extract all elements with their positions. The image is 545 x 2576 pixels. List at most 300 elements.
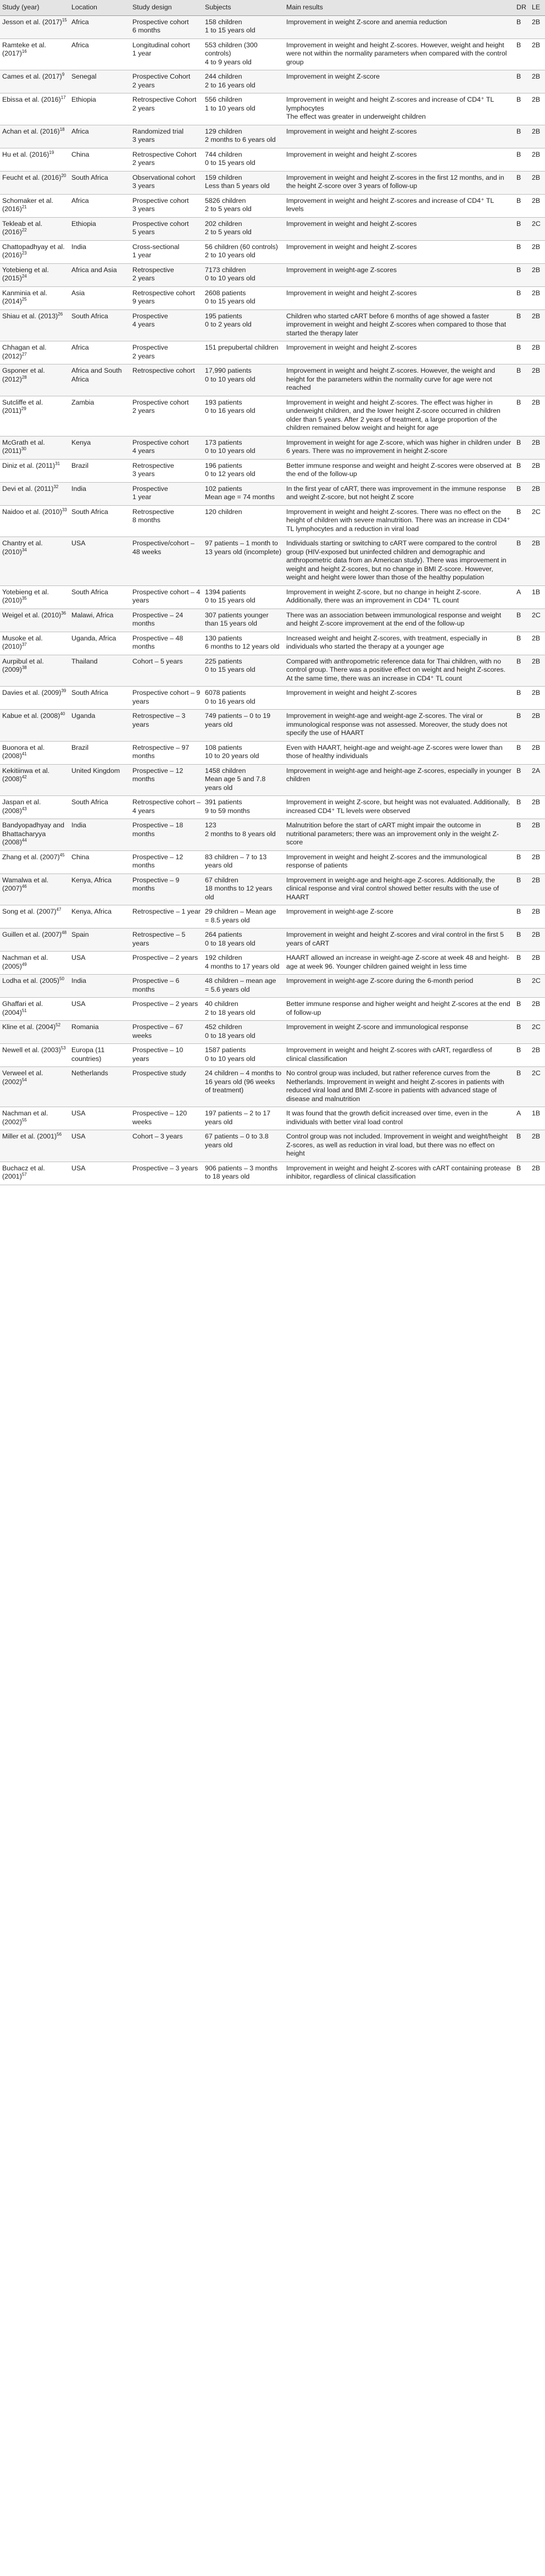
cell-results-text: Children who started cART before 6 months of age showed a faster improvement in weight and height Z-scores when compared to those that started the therapy later — [286, 312, 507, 337]
table-row — [0, 459, 545, 482]
cell-results — [284, 240, 514, 263]
citation-ref: 21 — [21, 204, 27, 209]
cell-dr — [514, 341, 530, 364]
cell-design — [130, 482, 203, 505]
cell-study — [0, 655, 69, 687]
cell-results — [284, 537, 514, 586]
cell-dr-text: B — [516, 127, 521, 135]
cell-le — [530, 632, 545, 655]
cell-design-text: Prospective 4 years — [132, 312, 168, 328]
cell-results-text: Improvement in weight and height Z-scores — [286, 150, 417, 158]
cell-design — [130, 217, 203, 240]
cell-dr — [514, 796, 530, 819]
cell-subjects-text: 193 patients 0 to 16 years old — [205, 398, 255, 414]
cell-design — [130, 819, 203, 851]
cell-study — [0, 286, 69, 309]
cell-le — [530, 436, 545, 459]
cell-location-text: Malawi, Africa — [71, 611, 114, 619]
table-row — [0, 505, 545, 537]
cell-results-text: In the first year of cART, there was improvement in the immune response and weight Z-score, but not height Z score — [286, 484, 506, 501]
cell-results — [284, 1021, 514, 1044]
cell-results-text: Individuals starting or switching to cART were compared to the control group (HIV-exposed but uninfected children and demographic and anthropometric data from an American study). There was improvement in weight and height Z-scores, but no change in BMI Z-score. However, weight and height were lower than those of the healthy population — [286, 539, 507, 581]
cell-results-text: Improvement in weight and height Z-scores — [286, 242, 417, 251]
cell-location-text: Asia — [71, 289, 85, 297]
cell-study-text: Aurpibul et al. (2009) — [2, 657, 44, 673]
citation-ref: 28 — [21, 374, 27, 380]
cell-study — [0, 70, 69, 93]
cell-subjects — [203, 710, 284, 742]
cell-le — [530, 850, 545, 874]
cell-subjects — [203, 632, 284, 655]
cell-le-text: 2B — [532, 908, 541, 915]
cell-le-text: 2B — [532, 127, 541, 135]
citation-ref: 17 — [60, 95, 66, 100]
cell-results-text: Improvement in weight-age and weight-age Z-scores. The viral or immunological response was not assessed. Moreover, the study does not specify the use of HAART — [286, 712, 508, 737]
cell-subjects — [203, 1044, 284, 1067]
citation-ref: 46 — [21, 883, 27, 889]
cell-design-text: Prospective – 24 months — [132, 611, 183, 627]
cell-le — [530, 505, 545, 537]
cell-location — [69, 364, 130, 396]
cell-design-text: Prospective cohort 5 years — [132, 219, 189, 236]
cell-subjects-text: 97 patients – 1 month to 13 years old (incomplete) — [205, 539, 282, 556]
cell-location — [69, 1021, 130, 1044]
cell-design-text: Retrospective – 1 year — [132, 908, 201, 915]
cell-results — [284, 874, 514, 905]
cell-design-text: Prospective cohort 2 years — [132, 398, 189, 414]
table-row — [0, 609, 545, 632]
cell-le — [530, 286, 545, 309]
cell-le-text: 2B — [532, 1164, 541, 1172]
citation-ref: 39 — [61, 688, 66, 693]
cell-design — [130, 459, 203, 482]
cell-le — [530, 1130, 545, 1162]
cell-study — [0, 998, 69, 1021]
cell-subjects — [203, 655, 284, 687]
cell-design — [130, 93, 203, 125]
citation-ref: 31 — [55, 461, 60, 466]
cell-location-text: China — [71, 853, 90, 861]
table-row — [0, 263, 545, 286]
cell-study — [0, 396, 69, 436]
table-row — [0, 1130, 545, 1162]
cell-le-text: 2B — [532, 931, 541, 938]
cell-location-text: Thailand — [71, 657, 98, 665]
cell-study — [0, 741, 69, 764]
cell-design — [130, 15, 203, 38]
cell-study-text: Cames et al. (2017) — [2, 73, 62, 80]
cell-subjects-text: 1394 patients 0 to 15 years old — [205, 588, 255, 604]
cell-design — [130, 125, 203, 148]
cell-le-text: 1B — [532, 1109, 541, 1117]
cell-subjects — [203, 364, 284, 396]
cell-le-text: 2B — [532, 876, 541, 884]
cell-dr-text: B — [516, 344, 521, 351]
cell-study-text: Wamalwa et al. (2007) — [2, 876, 49, 892]
cell-design — [130, 764, 203, 796]
cell-location — [69, 93, 130, 125]
cell-le-text: 2C — [532, 611, 541, 619]
cell-design — [130, 710, 203, 742]
table-row — [0, 874, 545, 905]
cell-le — [530, 905, 545, 928]
cell-subjects-text: 553 children (300 controls) 4 to 9 years old — [205, 41, 258, 66]
cell-study-text: Verweel et al. (2002) — [2, 1069, 43, 1086]
cell-design-text: Prospective cohort 3 years — [132, 196, 189, 213]
cell-le-text: 2B — [532, 853, 541, 861]
cell-results — [284, 171, 514, 194]
citation-ref: 53 — [60, 1045, 66, 1051]
cell-location-text: Brazil — [71, 743, 88, 751]
cell-le-text: 2C — [532, 977, 541, 985]
cell-subjects-text: 7173 children 0 to 10 years old — [205, 266, 255, 282]
table-row — [0, 928, 545, 952]
cell-dr — [514, 171, 530, 194]
cell-study-text: Guillen et al. (2007) — [2, 931, 62, 938]
cell-study — [0, 1130, 69, 1162]
cell-location — [69, 482, 130, 505]
cell-subjects-text: 24 children – 4 months to 16 years old (96 weeks of treatment) — [205, 1069, 282, 1094]
cell-le-text: 2B — [532, 173, 541, 181]
citation-ref: 35 — [21, 595, 27, 601]
cell-dr — [514, 240, 530, 263]
cell-study-text: Newell et al. (2003) — [2, 1046, 61, 1054]
cell-dr-text: B — [516, 853, 521, 861]
cell-results — [284, 38, 514, 70]
citation-ref: 24 — [21, 273, 27, 279]
cell-subjects — [203, 975, 284, 998]
cell-location — [69, 171, 130, 194]
cell-dr — [514, 505, 530, 537]
citation-ref: 15 — [62, 17, 67, 23]
cell-study — [0, 874, 69, 905]
cell-subjects-text: 129 children 2 months to 6 years old — [205, 127, 276, 143]
cell-results-text: No control group was included, but rather reference curves from the Netherlands. Improvement in weight and height Z-scores in patients with reduced viral load and BMI Z-score in patients with advanced stage of disease and malnutrition — [286, 1069, 504, 1103]
cell-results-text: Improvement in weight Z-score — [286, 73, 380, 80]
cell-subjects — [203, 609, 284, 632]
cell-results — [284, 505, 514, 537]
cell-subjects-text: 906 patients – 3 months to 18 years old — [205, 1164, 278, 1180]
cell-study-text: Chattopadhyay et al. (2016) — [2, 242, 65, 259]
cell-results — [284, 819, 514, 851]
cell-le — [530, 1044, 545, 1067]
cell-subjects-text: 197 patients – 2 to 17 years old — [205, 1109, 271, 1126]
cell-location-text: South Africa — [71, 588, 108, 596]
cell-subjects-text: 151 prepubertal children — [205, 344, 279, 351]
cell-design — [130, 309, 203, 341]
cell-dr-text: B — [516, 150, 521, 158]
cell-study — [0, 482, 69, 505]
cell-subjects — [203, 1021, 284, 1044]
cell-dr-text: B — [516, 766, 521, 775]
cell-dr — [514, 148, 530, 171]
cell-design — [130, 1130, 203, 1162]
cell-location — [69, 764, 130, 796]
cell-results-text: Improvement in weight and height Z-scores. However, the weight and height for the parameters within the normality curve for age were not reached — [286, 367, 496, 391]
cell-location — [69, 436, 130, 459]
cell-dr-text: B — [516, 743, 521, 751]
cell-dr-text: A — [516, 588, 521, 596]
cell-subjects — [203, 240, 284, 263]
cell-location — [69, 975, 130, 998]
cell-location — [69, 341, 130, 364]
cell-le — [530, 687, 545, 710]
cell-design-text: Retrospective – 3 years — [132, 712, 186, 728]
cell-results-text: Better immune response and weight and height Z-scores were observed at the end of the follow-up — [286, 461, 511, 478]
table-row — [0, 741, 545, 764]
cell-dr-text: B — [516, 539, 521, 547]
cell-location — [69, 537, 130, 586]
cell-design-text: Prospective/cohort – 48 weeks — [132, 539, 194, 556]
cell-study-text: Feucht et al. (2016) — [2, 173, 62, 181]
cell-dr-text: A — [516, 1109, 521, 1117]
table-row — [0, 1162, 545, 1185]
cell-design — [130, 975, 203, 998]
cell-results — [284, 309, 514, 341]
cell-le — [530, 741, 545, 764]
cell-design — [130, 952, 203, 975]
citation-ref: 50 — [59, 976, 64, 981]
cell-le — [530, 1162, 545, 1185]
citation-ref: 41 — [21, 751, 27, 756]
table-row — [0, 171, 545, 194]
citation-ref: 19 — [49, 150, 54, 155]
cell-location-text: India — [71, 977, 86, 985]
table-row — [0, 1067, 545, 1107]
cell-location — [69, 194, 130, 217]
citation-ref: 22 — [21, 227, 27, 233]
cell-results — [284, 286, 514, 309]
cell-subjects — [203, 928, 284, 952]
cell-subjects-text: 67 patients – 0 to 3.8 years old — [205, 1132, 269, 1149]
citation-ref: 51 — [21, 1008, 27, 1013]
cell-design — [130, 928, 203, 952]
cell-le — [530, 998, 545, 1021]
cell-dr-text: B — [516, 41, 521, 49]
cell-results-text: Improvement in weight-age Z-scores — [286, 266, 397, 274]
cell-dr-text: B — [516, 173, 521, 181]
cell-results — [284, 850, 514, 874]
cell-subjects — [203, 125, 284, 148]
cell-study-text: Kline et al. (2004) — [2, 1023, 56, 1031]
cell-design — [130, 436, 203, 459]
cell-results — [284, 952, 514, 975]
cell-subjects — [203, 15, 284, 38]
cell-le — [530, 952, 545, 975]
cell-study-text: Diniz et al. (2011) — [2, 461, 55, 469]
cell-subjects — [203, 1162, 284, 1185]
cell-le-text: 2B — [532, 150, 541, 158]
cell-dr — [514, 459, 530, 482]
cell-design-text: Retrospective cohort 9 years — [132, 289, 195, 305]
cell-results-text: Improvement in weight and height Z-scores — [286, 344, 417, 351]
cell-results-text: Improvement in weight and height Z-scores — [286, 689, 417, 696]
cell-study — [0, 687, 69, 710]
cell-study — [0, 796, 69, 819]
cell-results — [284, 632, 514, 655]
table-row — [0, 240, 545, 263]
cell-location-text: Africa — [71, 41, 89, 49]
cell-study — [0, 93, 69, 125]
cell-study — [0, 764, 69, 796]
cell-dr-text: B — [516, 461, 521, 469]
cell-study — [0, 975, 69, 998]
cell-dr-text: B — [516, 96, 521, 103]
cell-dr-text: B — [516, 18, 521, 26]
cell-dr-text: B — [516, 312, 521, 320]
cell-results — [284, 93, 514, 125]
table-row — [0, 687, 545, 710]
cell-study — [0, 38, 69, 70]
cell-le — [530, 609, 545, 632]
cell-dr-text: B — [516, 196, 521, 204]
cell-dr-text: B — [516, 798, 521, 806]
cell-le — [530, 93, 545, 125]
cell-subjects-text: 556 children 1 to 10 years old — [205, 96, 255, 112]
studies-table — [0, 0, 545, 1185]
cell-study — [0, 1044, 69, 1067]
cell-le — [530, 396, 545, 436]
cell-study — [0, 928, 69, 952]
cell-design — [130, 850, 203, 874]
cell-study-text: Kanminia et al. (2014) — [2, 289, 47, 305]
cell-study-text: Ghaffari et al. (2004) — [2, 1000, 43, 1016]
cell-results — [284, 1130, 514, 1162]
citation-ref: 18 — [59, 126, 65, 132]
cell-results-text: It was found that the growth deficit increased over time, even in the individuals with better viral load control — [286, 1109, 488, 1126]
cell-design-text: Prospective cohort 6 months — [132, 18, 189, 34]
cell-le — [530, 819, 545, 851]
cell-location-text: Uganda — [71, 712, 96, 720]
cell-le-text: 2B — [532, 438, 541, 446]
cell-design-text: Prospective cohort – 4 years — [132, 588, 201, 604]
cell-subjects-text: 1458 children Mean age 5 and 7.8 years old — [205, 766, 266, 792]
cell-dr-text: B — [516, 931, 521, 938]
cell-design — [130, 874, 203, 905]
cell-le — [530, 928, 545, 952]
cell-results-text: Improvement in weight and height Z-scores — [286, 289, 417, 297]
table-row — [0, 341, 545, 364]
cell-le-text: 2B — [532, 18, 541, 26]
cell-le-text: 2B — [532, 242, 541, 251]
cell-dr-text: B — [516, 657, 521, 665]
cell-subjects-text: 158 children 1 to 15 years old — [205, 18, 255, 34]
cell-design — [130, 171, 203, 194]
citation-ref: 42 — [21, 774, 27, 780]
cell-design-text: Prospective – 18 months — [132, 821, 183, 838]
cell-location-text: USA — [71, 1164, 86, 1172]
cell-study-text: Jesson et al. (2017) — [2, 18, 62, 26]
cell-location — [69, 874, 130, 905]
citation-ref: 23 — [21, 250, 27, 256]
cell-le-text: 2B — [532, 344, 541, 351]
cell-subjects-text: 244 children 2 to 16 years old — [205, 73, 255, 89]
cell-dr — [514, 609, 530, 632]
cell-design — [130, 1067, 203, 1107]
cell-dr — [514, 975, 530, 998]
cell-study — [0, 240, 69, 263]
cell-le — [530, 171, 545, 194]
cell-dr-text: B — [516, 484, 521, 493]
cell-design-text: Prospective – 120 weeks — [132, 1109, 187, 1126]
cell-subjects-text: 48 children – mean age = 5.6 years old — [205, 977, 276, 993]
citation-ref: 9 — [62, 71, 65, 77]
cell-subjects-text: 173 patients 0 to 10 years old — [205, 438, 255, 455]
cell-subjects-text: 159 children Less than 5 years old — [205, 173, 270, 190]
cell-subjects-text: 264 patients 0 to 18 years old — [205, 931, 255, 947]
cell-le-text: 2C — [532, 1069, 541, 1077]
cell-subjects-text: 29 children – Mean age = 8.5 years old — [205, 908, 276, 924]
cell-dr — [514, 93, 530, 125]
cell-le-text: 2B — [532, 289, 541, 297]
cell-results-text: Improvement in weight Z-score, but no change in height Z-score. Additionally, there was an improvement in CD4⁺ TL count — [286, 588, 481, 604]
cell-le — [530, 874, 545, 905]
cell-study-text: Song et al. (2007) — [2, 908, 57, 915]
cell-study-text: Yotebieng et al. (2010) — [2, 588, 49, 604]
table-row — [0, 396, 545, 436]
cell-design — [130, 585, 203, 609]
cell-le — [530, 975, 545, 998]
cell-location-text: South Africa — [71, 798, 108, 806]
table-row — [0, 952, 545, 975]
cell-design-text: Observational cohort 3 years — [132, 173, 196, 190]
cell-study — [0, 1107, 69, 1130]
cell-design-text: Randomized trial 3 years — [132, 127, 183, 143]
cell-design-text: Prospective 1 year — [132, 484, 168, 501]
cell-subjects — [203, 263, 284, 286]
cell-results — [284, 217, 514, 240]
cell-subjects — [203, 1067, 284, 1107]
cell-location-text: Africa and Asia — [71, 266, 117, 274]
cell-le-text: 2B — [532, 73, 541, 80]
table-row — [0, 537, 545, 586]
cell-study — [0, 194, 69, 217]
cell-results-text: Improvement in weight and height Z-scores and the immunological response of patients — [286, 853, 487, 869]
cell-dr — [514, 1130, 530, 1162]
cell-location-text: China — [71, 150, 90, 158]
cell-le-text: 2B — [532, 539, 541, 547]
cell-location — [69, 998, 130, 1021]
cell-design-text: Prospective – 12 months — [132, 853, 183, 869]
cell-design — [130, 1021, 203, 1044]
cell-dr — [514, 482, 530, 505]
cell-results-text: Improvement in weight and height Z-scores. There was no effect on the height of children with severe malnutrition. There was an increase in CD4⁺ TL lymphocytes and a reduction in viral load — [286, 507, 510, 533]
cell-subjects — [203, 309, 284, 341]
citation-ref: 57 — [21, 1171, 27, 1177]
cell-location — [69, 217, 130, 240]
cell-le-text: 2C — [532, 507, 541, 516]
cell-subjects — [203, 38, 284, 70]
header-study-design: Study design — [130, 0, 203, 15]
citation-ref: 45 — [59, 852, 65, 858]
cell-results — [284, 585, 514, 609]
cell-results — [284, 1067, 514, 1107]
cell-study-text: Kabue et al. (2008) — [2, 712, 60, 720]
cell-location — [69, 1130, 130, 1162]
cell-results-text: Improvement in weight and height Z-scores with cART containing protease inhibitor, regardless of clinical classification — [286, 1164, 511, 1180]
cell-study — [0, 505, 69, 537]
cell-study-text: Kekitiinwa et al. (2008) — [2, 766, 50, 783]
cell-study — [0, 125, 69, 148]
table-row — [0, 585, 545, 609]
cell-design-text: Retrospective – 5 years — [132, 931, 186, 947]
cell-location-text: United Kingdom — [71, 766, 120, 775]
cell-le — [530, 38, 545, 70]
cell-dr-text: B — [516, 1046, 521, 1054]
table-row — [0, 38, 545, 70]
citation-ref: 29 — [21, 406, 26, 411]
cell-study — [0, 850, 69, 874]
